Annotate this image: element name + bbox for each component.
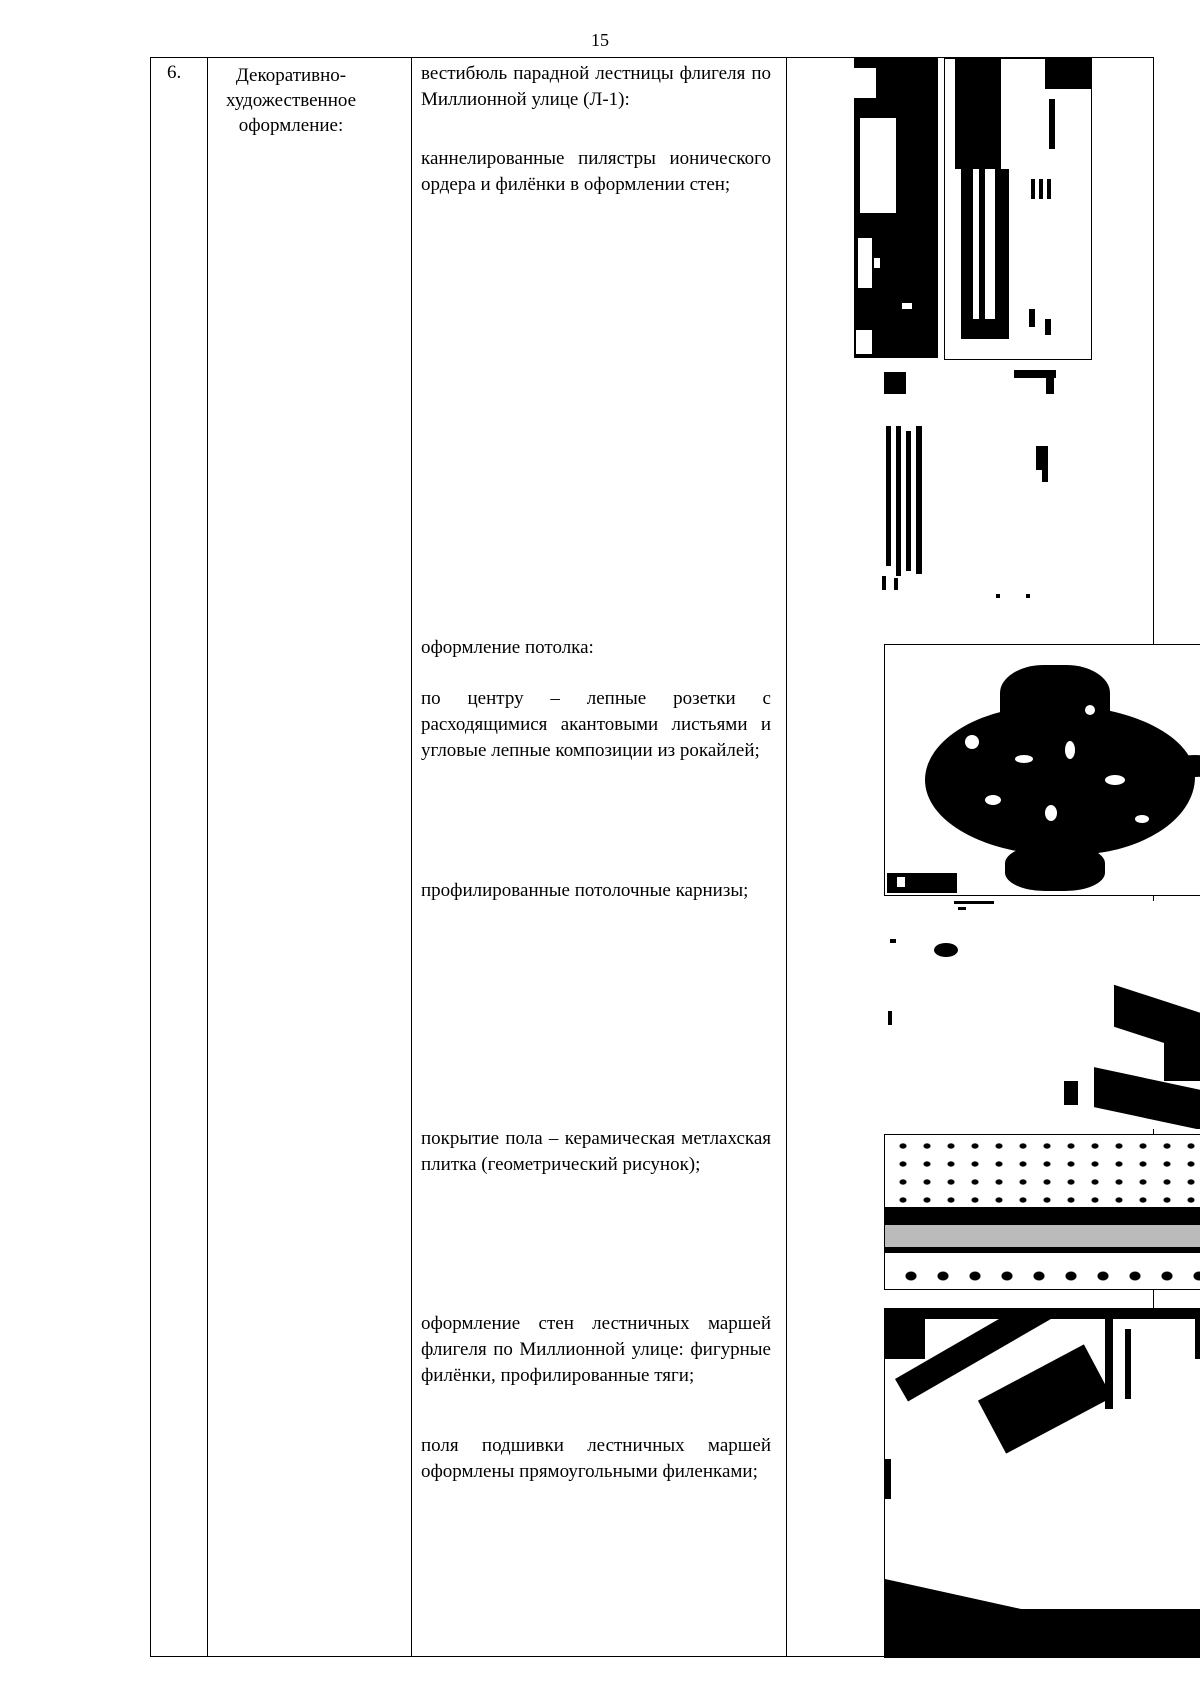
ceiling-rosette-photo xyxy=(884,644,1200,896)
floor-tile-photo xyxy=(884,1134,1200,1290)
category-line: художественное xyxy=(225,90,357,111)
row-category xyxy=(211,63,371,138)
monument-features-table xyxy=(150,57,1154,1657)
description-paragraph: оформление потолка: xyxy=(421,637,594,658)
column-divider xyxy=(207,58,208,1656)
stair-wall-photo xyxy=(884,1308,1200,1658)
description-paragraph: каннелированные пилястры ионического ордера и филёнки в оформлении стен; xyxy=(421,148,771,195)
category-line: Декоративно- xyxy=(235,65,347,86)
description-paragraph: поля подшивки лестничных маршей оформлены прямоугольными филенками; xyxy=(421,1435,771,1482)
pilaster-detail-photo xyxy=(876,366,1086,606)
column-divider xyxy=(411,58,412,1656)
pilaster-photo-right xyxy=(944,58,1092,360)
description-paragraph: профилированные потолочные карнизы; xyxy=(421,880,749,901)
row-number: 6. xyxy=(167,62,182,83)
description-paragraph: вестибюль парадной лестницы флигеля по Миллионной улице (Л-1): xyxy=(421,63,771,110)
description-paragraph: оформление стен лестничных маршей флигеля по Миллионной улице: фигурные филёнки, профилированные тяги; xyxy=(421,1313,771,1386)
description-paragraph: по центру – лепные розетки с расходящимися акантовыми листьями и угловые лепные композиции из рокайлей; xyxy=(421,688,771,761)
ceiling-cornice-photo xyxy=(884,901,1200,1129)
category-line: оформление: xyxy=(238,115,344,136)
pilaster-photo-left xyxy=(854,58,938,358)
description-paragraph: покрытие пола – керамическая метлахская плитка (геометрический рисунок); xyxy=(421,1128,771,1175)
page-number: 15 xyxy=(591,30,609,50)
column-divider xyxy=(786,58,787,1656)
